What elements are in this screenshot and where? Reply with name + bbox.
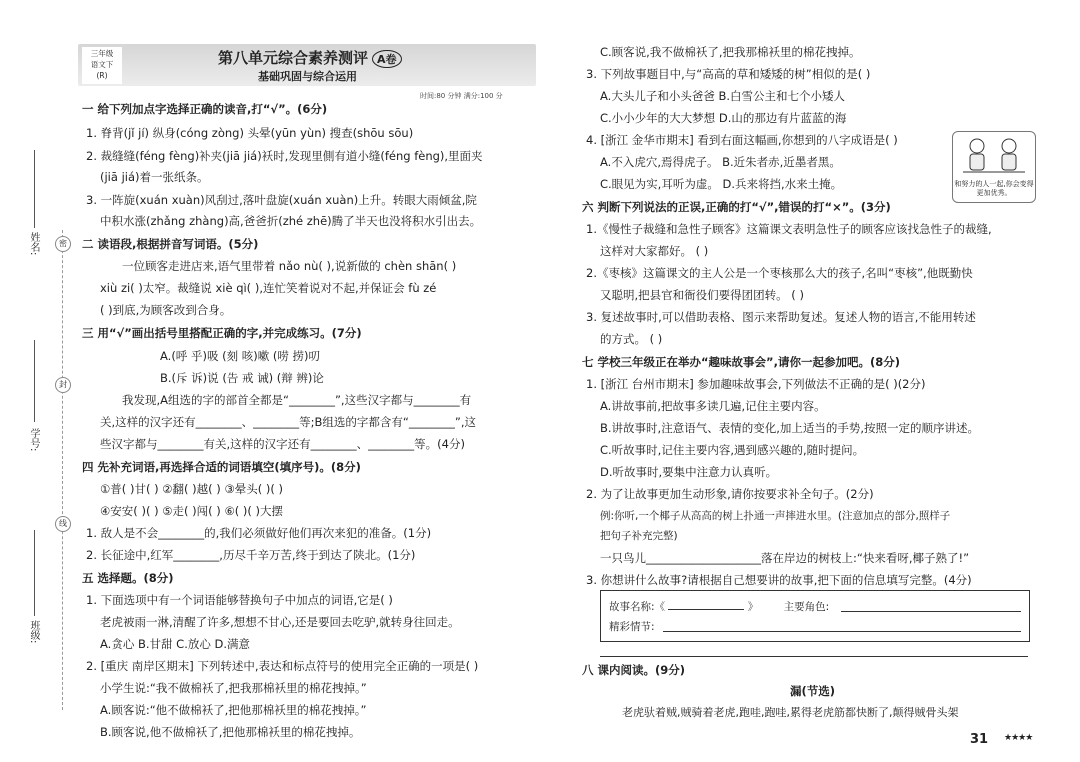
title-banner — [78, 44, 536, 86]
section-3-title: 三 用“√”画出括号里搭配正确的字,并完成练习。(7分) — [82, 326, 362, 340]
page-title — [218, 47, 402, 68]
role-input[interactable] — [841, 611, 1021, 612]
question-line: C.眼见为实,耳听为虚。 D.兵来将挡,水来土掩。 — [600, 177, 843, 191]
example-line: 把句子补充完整) — [600, 530, 678, 542]
plot-label: 精彩情节: — [609, 621, 655, 633]
question-line: B.顾客说,他不做棉袄了,把他那棉袄里的棉花拽掉。 — [100, 725, 361, 739]
question-line: 1.《慢性子裁缝和急性子顾客》这篇课文表明急性子的顾客应该找急性子的裁缝, — [586, 222, 992, 236]
question-line: A.贪心 B.甘甜 C.放心 D.满意 — [100, 637, 251, 651]
subject-label: 语文下 — [90, 60, 114, 69]
seal-line — [62, 230, 63, 710]
question-line: 老虎被雨一淋,清醒了许多,想想不甘心,还是要回去吃驴,就转身往回走。 — [100, 615, 460, 629]
question-line: 4. [浙江 金华市期末] 看到右面这幅画,你想到的八字成语是( ) — [586, 133, 898, 147]
story-name-end: 》 — [747, 601, 759, 613]
section-4-title: 四 先补充词语,再选择合适的词语填空(填序号)。(8分) — [82, 460, 361, 474]
question-line: 关,这样的汉字还有________、________等;B组选的字都含有“________”,这 — [100, 415, 476, 429]
question-line: A.大头儿子和小头爸爸 B.白雪公主和七个小矮人 — [600, 89, 846, 103]
edition-label: (R) — [96, 71, 108, 80]
section-7-title: 七 学校三年级正在举办“趣味故事会”,请你一起参加吧。(8分) — [582, 355, 900, 369]
question-line: D.听故事时,要集中注意力认真听。 — [600, 465, 778, 479]
seal-mark-2: 封 — [55, 377, 71, 393]
story-info-form — [600, 590, 1030, 642]
question-line: 3. 下列故事题目中,与“高高的草和矮矮的树”相似的是( ) — [586, 67, 871, 81]
story-name-label: 故事名称:《 — [609, 601, 666, 613]
question-line: 1. [浙江 台州市期末] 参加趣味故事会,下列做法不正确的是( )(2分) — [586, 377, 926, 391]
story-name-input[interactable] — [668, 609, 744, 610]
question-line: 3. 你想讲什么故事?请根据自己想要讲的故事,把下面的信息填写完整。(4分) — [586, 573, 972, 587]
reading-title: 漏(节选) — [790, 684, 836, 698]
question-line: 1. 敌人是不会________的,我们必须做好他们再次来犯的准备。(1分) — [86, 526, 432, 540]
question-line: 1. 下面选项中有一个词语能够替换句子中加点的词语,它是( ) — [86, 593, 393, 607]
question-line: B.(斥 诉)说 (告 戒 诫) (辩 辨)论 — [160, 371, 324, 385]
question-line: C.小小少年的大大梦想 D.山的那边有片蓝蓝的海 — [600, 111, 847, 125]
fill-line: 一只鸟儿____________________落在岸边的树枝上:“快来看呀,椰子熟了!” — [600, 551, 970, 565]
question-line: ①普( )甘( ) ②翻( )越( ) ③晕头( )( ) — [100, 482, 284, 496]
illustration-caption: 和努力的人一起,你会变得更加优秀。 — [954, 180, 1034, 197]
question-line: 些汉字都与________有关,这样的汉字还有________、________等。(4分) — [100, 437, 465, 451]
title-text: 第八单元综合素养测评 — [218, 49, 369, 67]
reading-text: 老虎驮着贼,贼骑着老虎,跑哇,跑哇,累得老虎筋都快断了,颠得贼骨头架 — [622, 706, 959, 719]
section-1-title: 一 给下列加点字选择正确的读音,打“√”。(6分) — [82, 102, 328, 116]
question-line: 3. 复述故事时,可以借助表格、图示来帮助复述。复述人物的语言,不能用转述 — [586, 310, 976, 324]
question-line: 3. 一阵旋(xuán xuàn)风刮过,落叶盘旋(xuán xuàn)上升。转眼大雨倾盆,院 — [86, 193, 477, 207]
class-line — [34, 530, 35, 616]
kids-illustration — [952, 131, 1036, 203]
question-line: A.不入虎穴,焉得虎子。 B.近朱者赤,近墨者黑。 — [600, 155, 841, 169]
question-line: 这样对大家都好。 ( ) — [600, 244, 709, 258]
question-line: A.顾客说:“他不做棉袄了,把他那棉袄里的棉花拽掉。” — [100, 703, 367, 717]
student-id-line — [34, 340, 35, 422]
section-5-title: 五 选择题。(8分) — [82, 571, 174, 585]
question-line: (jiā jiá)着一张纸条。 — [100, 170, 209, 184]
question-line: C.顾客说,我不做棉袄了,把我那棉袄里的棉花拽掉。 — [600, 45, 861, 59]
question-line: 1. 脊背(jǐ jí) 纵身(cóng zòng) 头晕(yūn yùn) 搜查(shōu sōu) — [86, 126, 414, 140]
exam-meta: 时间:80 分钟 满分:100 分 — [420, 92, 503, 100]
grade-label: 三年级 — [90, 49, 114, 58]
question-line: 2.《枣核》这篇课文的主人公是一个枣核那么大的孩子,名叫“枣核”,他既勤快 — [586, 266, 973, 280]
section-6-title: 六 判断下列说法的正误,正确的打“√”,错误的打“×”。(3分) — [582, 200, 891, 214]
section-8-title: 八 课内阅读。(9分) — [582, 663, 686, 677]
question-line: xiù zi( )太窄。裁缝说 xiè qì( ),连忙笑着说对不起,并保证会 fù zé — [100, 281, 437, 295]
question-line: 2. 长征途中,红军________,历尽千辛万苦,终于到达了陕北。(1分) — [86, 548, 416, 562]
question-line: 小学生说:“我不做棉袄了,把我那棉袄里的棉花拽掉。” — [100, 681, 367, 695]
story-name-row — [609, 599, 829, 614]
plot-input[interactable] — [663, 631, 1021, 632]
paper-badge: A卷 — [372, 50, 402, 68]
question-line: 2. 为了让故事更加生动形象,请你按要求补全句子。(2分) — [586, 487, 874, 501]
student-id-label: 学号: — [28, 428, 39, 452]
question-line: A.讲故事前,把故事多读几遍,记住主要内容。 — [600, 399, 826, 413]
plot-extra-line[interactable] — [600, 656, 1028, 657]
question-line: C.听故事时,记住主要内容,遇到感兴趣的,随时提问。 — [600, 443, 865, 457]
question-line: 我发现,A组选的字的部首全都是“________”,这些汉字都与________有 — [122, 393, 472, 407]
question-line: 2. [重庆 南岸区期末] 下列转述中,表达和标点符号的使用完全正确的一项是( ) — [86, 659, 479, 673]
seal-mark-3: 线 — [55, 516, 71, 532]
children-picture-icon — [953, 132, 1035, 180]
question-line: 2. 裁缝缝(féng fèng)补夹(jiā jiá)袄时,发现里側有道小缝(féng fèng),里面夹 — [86, 149, 483, 163]
role-label: 主要角色: — [783, 601, 830, 613]
difficulty-stars: ★★★★ — [1004, 733, 1033, 743]
question-line: B.讲故事时,注意语气、表情的变化,加上适当的手势,按照一定的顺序讲述。 — [600, 421, 980, 435]
example-line: 例:你听,一个椰子从高高的树上扑通一声摔进水里。(注意加点的部分,照样子 — [600, 510, 951, 522]
question-line: 中积水涨(zhǎng zhàng)高,爸爸折(zhé zhē)腾了半天也没将积水引出去。 — [100, 214, 482, 228]
question-line: 的方式。 ( ) — [600, 332, 663, 346]
question-line: 一位顾客走进店来,语气里带着 nǎo nù( ),说新做的 chèn shān( ) — [122, 259, 457, 273]
page-number: 31 — [970, 732, 989, 747]
binding-margin — [0, 0, 70, 762]
question-line: ④安安( )( ) ⑤走( )闯( ) ⑥( )( )大摆 — [100, 504, 284, 518]
section-2-title: 二 读语段,根据拼音写词语。(5分) — [82, 237, 259, 251]
name-label: 姓名: — [28, 232, 39, 256]
question-line: ( )到底,为顾客改到合身。 — [100, 303, 232, 317]
class-label: 班级: — [28, 620, 39, 644]
name-line — [34, 150, 35, 228]
question-line: A.(呼 乎)吸 (刻 咳)嗽 (唠 捞)叨 — [160, 349, 321, 363]
question-line: 又聪明,把县官和衙役们要得团团转。 ( ) — [600, 288, 804, 302]
seal-mark-1: 密 — [55, 236, 71, 252]
page-subtitle: 基础巩固与综合运用 — [258, 70, 357, 83]
grade-box — [82, 47, 122, 84]
